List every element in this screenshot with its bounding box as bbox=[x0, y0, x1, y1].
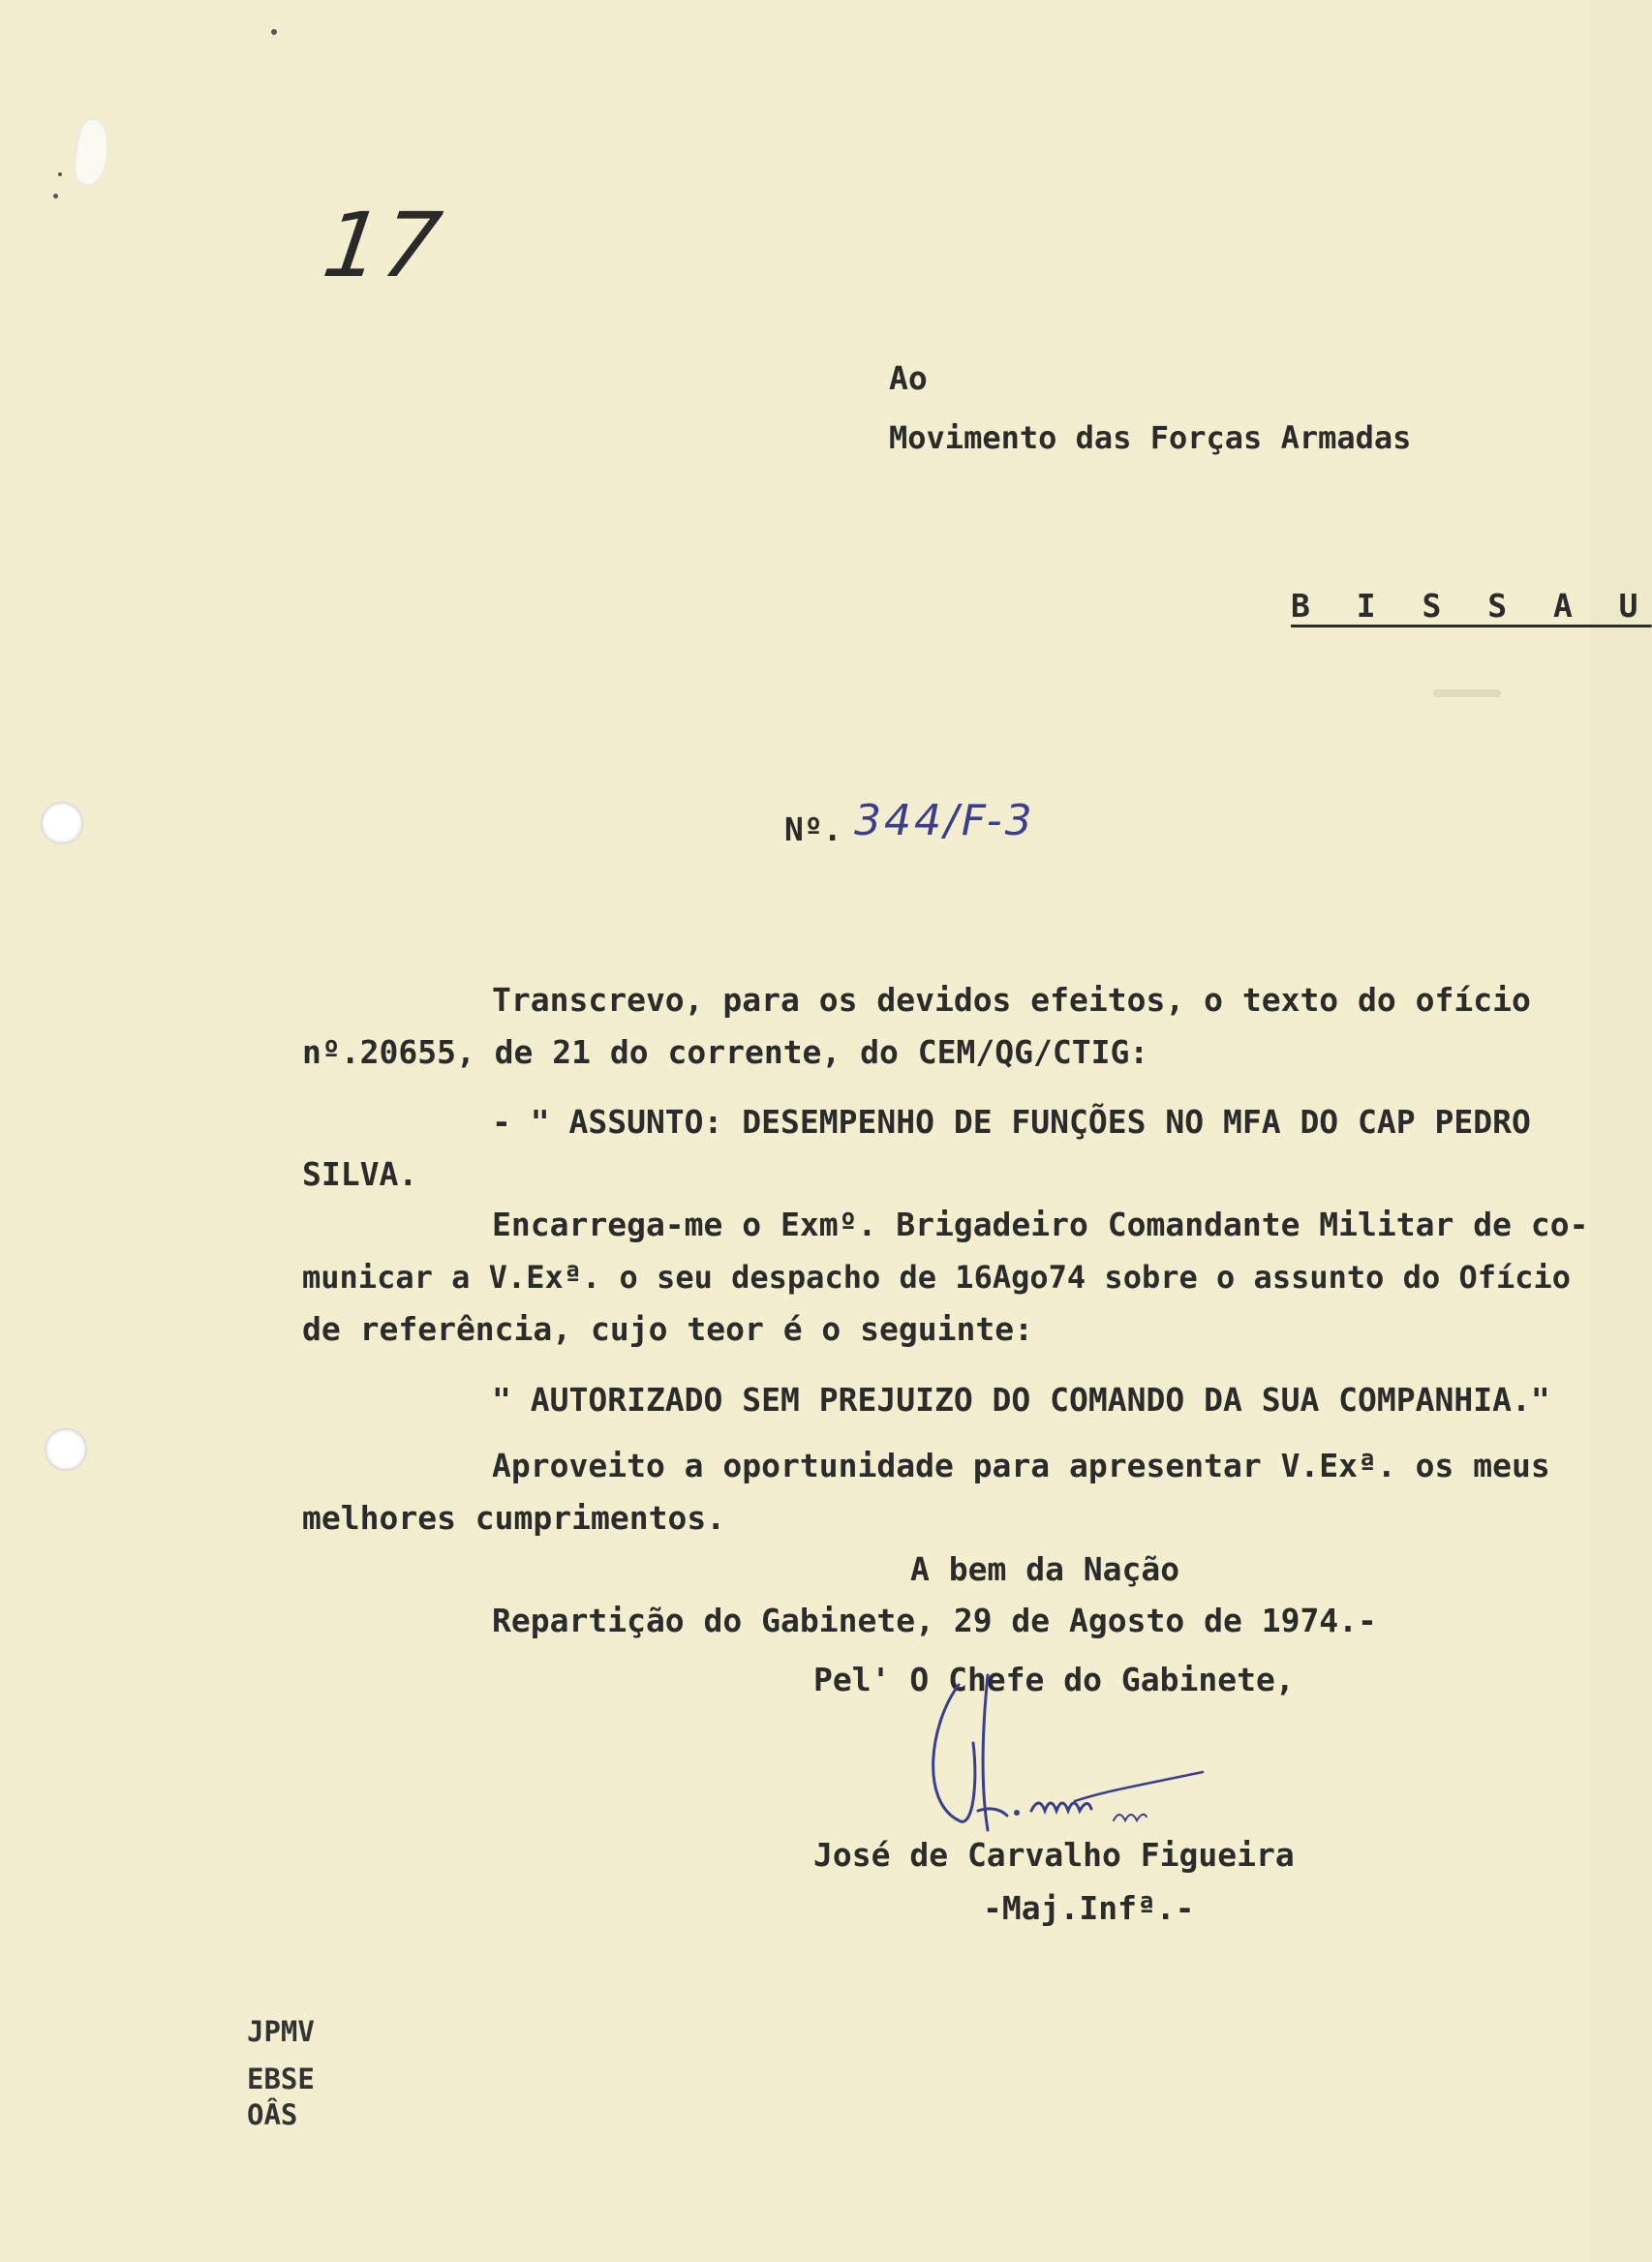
punch-hole-bottom bbox=[45, 1428, 87, 1471]
body-line: - " ASSUNTO: DESEMPENHO DE FUNÇÕES NO MFA DO CAP PEDRO bbox=[492, 1103, 1531, 1141]
torn-corner-mark bbox=[71, 116, 112, 188]
body-line: melhores cumprimentos. bbox=[302, 1499, 726, 1537]
body-line: " AUTORIZADO SEM PREJUIZO DO COMANDO DA SUA COMPANHIA." bbox=[492, 1381, 1550, 1419]
reference-label: Nº. bbox=[784, 810, 842, 848]
addressee-name: Movimento das Forças Armadas bbox=[889, 419, 1412, 456]
body-line: SILVA. bbox=[302, 1155, 418, 1193]
filing-initials bbox=[247, 2014, 315, 2133]
addressee-city: B I S S A U bbox=[1291, 587, 1652, 625]
signatory-name: José de Carvalho Figueira bbox=[813, 1836, 1295, 1874]
paper-speck bbox=[58, 172, 62, 176]
body-line: Encarrega-me o Exmº. Brigadeiro Comandante Militar de co- bbox=[492, 1206, 1589, 1243]
closing-on-behalf: Pel' O Chefe do Gabinete, bbox=[813, 1661, 1295, 1698]
handwritten-signature bbox=[920, 1666, 1210, 1849]
body-line: Transcrevo, para os devidos efeitos, o texto do ofício bbox=[492, 981, 1531, 1019]
addressee-prefix: Ao bbox=[889, 359, 928, 397]
signatory-rank: -Maj.Infª.- bbox=[983, 1889, 1195, 1927]
body-line: Aproveito a oportunidade para apresentar V.Exª. os meus bbox=[492, 1447, 1550, 1484]
body-line: de referência, cujo teor é o seguinte: bbox=[302, 1310, 1033, 1348]
initials-line: JPMV bbox=[247, 2015, 315, 2048]
folio-number: 17 bbox=[317, 194, 449, 297]
body-line: municar a V.Exª. o seu despacho de 16Ago74 sobre o assunto do Ofício bbox=[302, 1259, 1572, 1296]
punch-hole-top bbox=[41, 802, 83, 844]
closing-place-date: Repartição do Gabinete, 29 de Agosto de 1974.- bbox=[492, 1602, 1377, 1639]
paper-speck bbox=[53, 194, 58, 199]
faint-stamp-mark bbox=[1433, 689, 1501, 697]
initials-line: EBSE bbox=[247, 2063, 315, 2095]
reference-number: 344/F-3 bbox=[854, 796, 1035, 845]
initials-line: OÂS bbox=[247, 2098, 298, 2131]
paper-speck bbox=[271, 29, 277, 35]
body-line: nº.20655, de 21 do corrente, do CEM/QG/CTIG: bbox=[302, 1033, 1149, 1071]
closing-salutation: A bem da Nação bbox=[910, 1550, 1180, 1588]
